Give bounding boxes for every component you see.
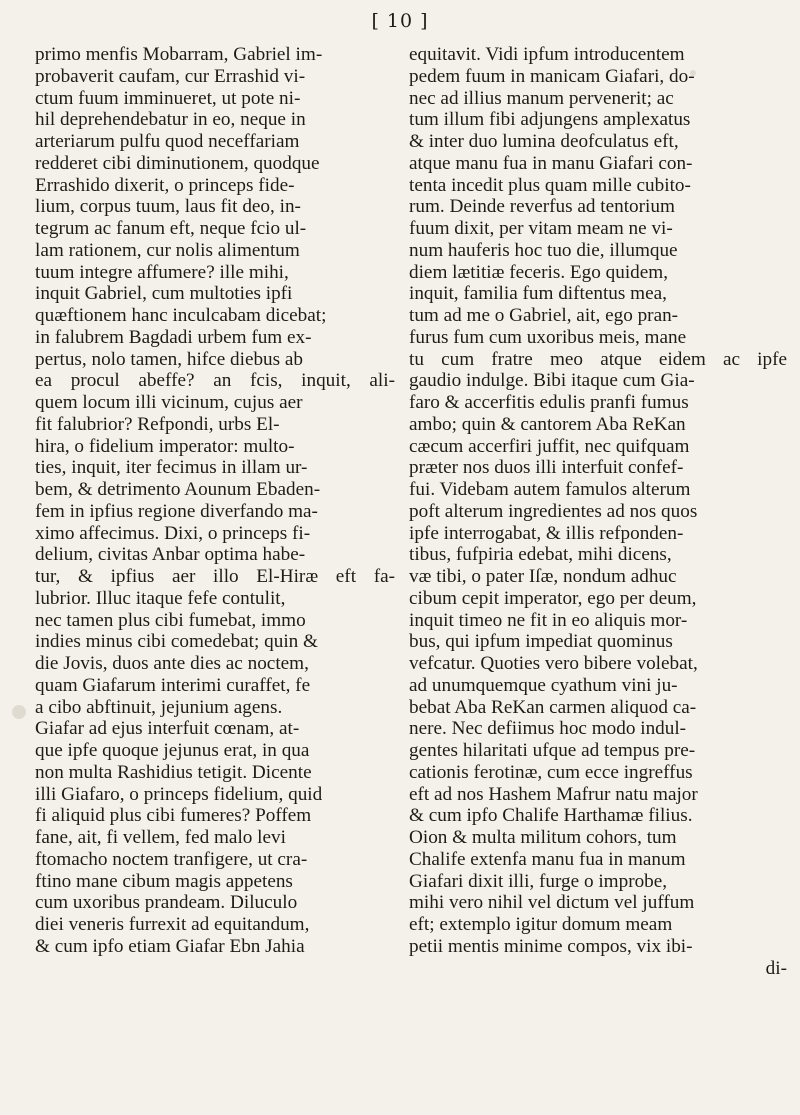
text-line: quam Giafarum interimi curaffet, fe [35,674,311,696]
text-line: pertus, nolo tamen, hifce diebus ab [35,348,304,370]
text-line: redderet cibi diminutionem, quodque [35,152,320,174]
text-line: non multa Rashidius tetigit. Dicente [35,761,312,783]
text-line: ftomacho noctem tranfigere, ut cra- [35,848,308,870]
text-line: ximo affecimus. Dixi, o princeps fi- [35,522,311,544]
text-line: nec tamen plus cibi fumebat, immo [35,609,306,631]
text-line: tuum integre affumere? ille mihi, [35,261,289,283]
text-line: mihi vero nihil vel dictum vel juffum [409,892,695,914]
text-line: nec ad illius manum pervenerit; ac [409,87,674,109]
text-line: diem lætitiæ feceris. Ego quidem, [409,261,668,283]
text-line: tu cum fratre meo atque eidem ac ipfe [409,348,787,370]
text-line: tur, & ipfius aer illo El-Hiræ eft fa- [35,566,395,587]
left-text-column [35,44,395,958]
text-line: tenta incedit plus quam mille cubito- [409,174,691,196]
text-line: tum illum fibi adjungens amplexatus [409,109,691,131]
text-line: præter nos duos illi interfuit confef- [409,457,684,479]
text-line: fuum dixit, per vitam meam ne vi- [409,218,673,239]
text-line: væ tibi, o pater Iſæ, nondum adhuc [409,566,677,587]
text-line: ipfe interrogabat, & illis refponden- [409,522,684,544]
page-number: [ 10 ] [371,10,429,32]
text-line: eft; extemplo igitur domum meam [409,914,673,935]
text-line: lubrior. Illuc itaque fefe contulit, [35,587,286,609]
text-line: di- [765,957,787,979]
text-line: inquit timeo ne fit in eo aliquis mor- [409,609,688,631]
text-line: indies minus cibi comedebat; quin & [35,631,318,653]
text-line: ea procul abeffe? an fcis, inquit, ali- [35,370,395,392]
text-line: illi Giafaro, o princeps fidelium, quid [35,783,323,805]
text-line: quem locum illi vicinum, cujus aer [35,392,303,413]
text-line: inquit Gabriel, cum multoties ipfi [35,283,293,305]
text-line: atque manu fua in manu Giafari con- [409,152,693,174]
text-line: lium, corpus tuum, laus fit deo, in- [35,196,301,218]
text-line: ctum fuum imminueret, ut pote ni- [35,87,301,109]
text-line: Errashido dixerit, o princeps fide- [35,174,295,196]
text-line: ties, inquit, iter fecimus in illam ur- [35,457,308,479]
text-line: a cibo abftinuit, jejunium agens. [35,696,283,718]
text-line: tibus, fufpiria edebat, mihi dicens, [409,544,672,566]
text-line: fi aliquid plus cibi fumeres? Poffem [35,805,312,827]
text-line: fem in ipfius regione diverfando ma- [35,500,318,522]
text-line: delium, civitas Anbar optima habe- [35,544,306,566]
text-line: probaverit caufam, cur Errashid vi- [35,65,306,87]
text-line: bus, qui ipfum impediat quominus [409,631,673,653]
text-line: gaudio indulge. Bibi itaque cum Gia- [409,370,695,392]
text-line: fui. Videbam autem famulos alterum [409,479,691,500]
text-line: poft alterum ingredientes ad nos quos [409,500,698,522]
text-line: quæftionem hanc inculcabam dicebat; [35,305,327,326]
text-line: Giafar ad ejus interfuit cœnam, at- [35,718,300,740]
text-line: & cum ipfo Chalife Harthamæ filius. [409,805,693,827]
text-line: vefcatur. Quoties vero bibere volebat, [409,653,698,674]
text-line: cæcum accerfiri juffit, nec quifquam [409,435,690,457]
text-line: que ipfe quoque jejunus erat, in qua [35,740,310,761]
text-line: furus fum cum uxoribus meis, mane [409,326,687,348]
text-line: & cum ipfo etiam Giafar Ebn Jahia [35,935,305,957]
text-line: rum. Deinde reverfus ad tentorium [409,196,675,218]
text-line: arteriarum pulfu quod neceffariam [35,131,300,152]
text-line: ad unumquemque cyathum vini ju- [409,674,678,696]
text-line: equitavit. Vidi ipfum introducentem [409,44,685,65]
text-line: primo menfis Mobarram, Gabriel im- [35,44,323,65]
text-line: tum ad me o Gabriel, ait, ego pran- [409,305,679,326]
text-line: tegrum ac fanum eft, neque fcio ul- [35,218,307,239]
right-text-column [409,44,787,979]
text-line: fit falubrior? Refpondi, urbs El- [35,413,280,435]
text-line: cum uxoribus prandeam. Diluculo [35,892,298,914]
text-line: pedem fuum in manicam Giafari, do- [409,65,695,87]
paper-stain [12,705,26,719]
text-line: inquit, familia fum diftentus mea, [409,283,667,305]
text-line: die Jovis, duos ante dies ac noctem, [35,653,309,674]
text-line: Giafari dixit illi, furge o improbe, [409,870,668,892]
text-line: lam rationem, cur nolis alimentum [35,239,300,261]
text-line: nere. Nec defiimus hoc modo indul- [409,718,687,740]
text-line: cationis ferotinæ, cum ecce ingreffus [409,761,693,783]
text-line: cibum cepit imperator, ego per deum, [409,587,697,609]
text-line: Chalife extenfa manu fua in manum [409,848,686,870]
text-line: hira, o fidelium imperator: multo- [35,435,295,457]
text-line: diei veneris furrexit ad equitandum, [35,914,310,935]
text-line: in falubrem Bagdadi urbem fum ex- [35,326,312,348]
text-line: & inter duo lumina deofculatus eft, [409,131,679,152]
text-line: hil deprehendebatur in eo, neque in [35,109,306,131]
text-line: gentes hilaritati ufque ad tempus pre- [409,740,696,761]
text-line: bebat Aba ReKan carmen aliquod ca- [409,696,697,718]
text-line: petii mentis minime compos, vix ibi- [409,935,693,957]
text-line: ftino mane cibum magis appetens [35,870,293,892]
text-line: num hauferis hoc tuo die, illumque [409,239,678,261]
text-line: bem, & detrimento Aounum Ebaden- [35,479,321,500]
text-line: Oion & multa militum cohors, tum [409,827,677,848]
text-line: faro & accerfitis edulis pranfi fumus [409,392,689,413]
text-line: ambo; quin & cantorem Aba ReKan [409,413,686,435]
text-line: eft ad nos Hashem Mafrur natu major [409,783,698,805]
text-line: fane, ait, fi vellem, fed malo levi [35,827,286,848]
